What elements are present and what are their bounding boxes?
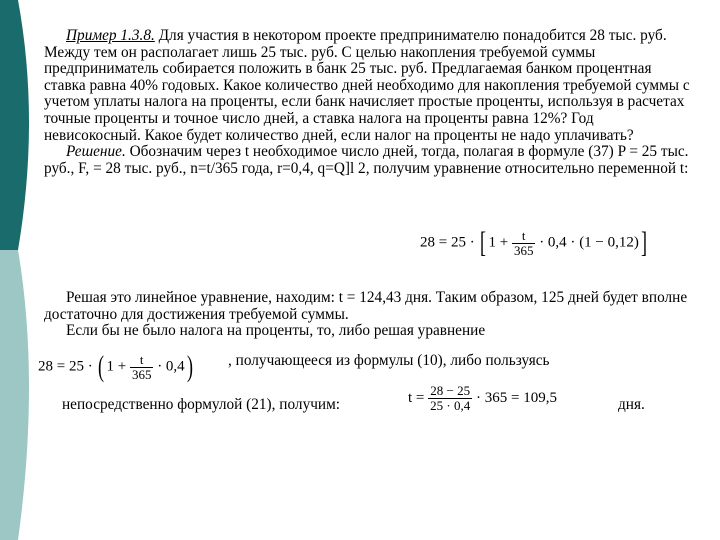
slide-text <box>44 28 694 177</box>
result-paragraph: Решая это линейное уравнение, находим: t = 124,43 дня. Таким образом, 125 дней будет вполне достаточно для достижения требуемой суммы. <box>44 289 688 323</box>
formula-equation-1: 28 = 25 · [ 1 + $\frac{t}{365}$ · 0,4 · (1 − 0,12)] <box>420 226 647 259</box>
no-tax-paragraph: Если бы не было налога на проценты, то, либо решая уравнение <box>66 322 486 340</box>
formula-21-text: непосредственно формулой (21), получим: <box>62 396 341 413</box>
formula3-denominator: 25 · 0,4 <box>430 398 471 413</box>
formula3-lhs: t = <box>408 389 425 406</box>
formula2-lhs: 28 = 25 · <box>38 358 93 375</box>
formula1-denominator: 365 <box>513 242 534 258</box>
formula-equation-3 <box>408 384 557 413</box>
formula2-one-plus: 1 + <box>106 358 127 375</box>
formula1-paren: (1 − 0,12) <box>579 234 639 251</box>
solution-continuation <box>44 290 694 340</box>
formula3-numerator: 28 − 25 <box>428 384 472 399</box>
solution-label: Решение. <box>66 143 126 161</box>
formula2-tail: · 0,4 <box>157 358 185 375</box>
formula2-numerator: t <box>130 353 154 368</box>
example-label: Пример 1.3.8. <box>66 27 155 44</box>
formula3-rhs: · 365 = 109,5 <box>475 389 557 406</box>
solution-paragraph <box>44 144 694 177</box>
formula1-mid: · 0,4 · <box>539 234 576 251</box>
days-word: дня. <box>618 396 645 413</box>
after-formula2-text: , получающееся из формулы (10), либо пользуясь <box>228 352 550 369</box>
formula2-denominator: 365 <box>131 366 152 382</box>
formula-equation-2: 28 = 25 · ( 1 + $\frac{t}{365}$ · 0,4) <box>38 350 193 383</box>
solution-text: Обозначим через t необходимое число дней, тогда, полагая в формуле (37) P = 25 тыс. руб., F, = 28 тыс. руб., n=t/365 года, r=0,4, q=Q]l 2, получим уравнение относительно переменной t: <box>44 143 689 177</box>
formula1-one-plus: 1 + <box>488 234 509 251</box>
example-paragraph <box>44 28 694 144</box>
formula1-lhs: 28 = 25 · <box>420 234 475 251</box>
example-text: Для участия в некотором проекте предпринимателю понадобится 28 тыс. руб. Между тем он располагает лишь 25 тыс. руб. С целью накопления требуемой суммы предприниматель собирается положить в банк 25 тыс. руб. Предлагаемая банком процентная ставка равна 40% годовых. Какое количество дней необходимо для накопления требуемой суммы с учетом уплаты налога на проценты, если банк начисляет простые проценты, используя в расчетах точные проценты и точное число дней, а ставка налога на проценты равна 12%? Год невисокосный. Какое будет количество дней, если налог на проценты не надо уплачивать? <box>44 27 690 144</box>
formula1-numerator: t <box>512 229 536 244</box>
decorative-side-arcs <box>0 0 40 540</box>
